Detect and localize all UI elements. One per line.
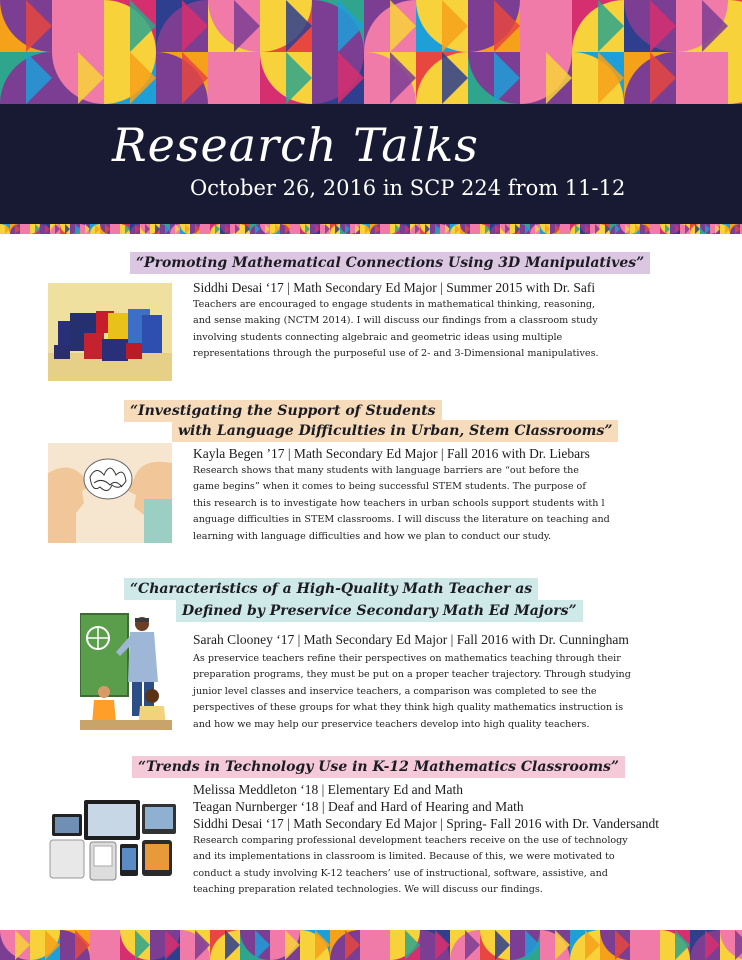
- talk-2-title-line-2: with Language Difficulties in Urban, Stem Classrooms”: [172, 420, 618, 442]
- teacher-classroom-image: [80, 612, 172, 730]
- talk-1-title: “Promoting Mathematical Connections Using 3D Manipulatives”: [130, 252, 650, 274]
- header-pattern: [0, 0, 742, 104]
- description-line: junior level classes and inservice teachers, a comparison was completed to see the: [193, 685, 597, 697]
- description-line: teaching preparation related technologies. We will discuss our findings.: [193, 884, 543, 896]
- talk-4-title: “Trends in Technology Use in K-12 Mathematics Classrooms”: [132, 756, 625, 778]
- description-line: perspectives of these groups for what they think high quality mathematics instruction is: [193, 702, 624, 714]
- technology-devices-image: [48, 796, 180, 882]
- talk-3-title-line-2: Defined by Preservice Secondary Math Ed Majors”: [176, 600, 583, 622]
- description-line: involving students connecting algebraic and geometric ideas using multiple: [193, 331, 563, 343]
- description-line: preparation programs, they must be put on a proper teacher trajectory. Through studying: [193, 669, 631, 681]
- talk-4-speaker-3: Siddhi Desai ‘17 | Math Secondary Ed Major | Spring- Fall 2016 with Dr. Vandersandt: [193, 816, 659, 831]
- talk-4-speaker-1: Melissa Meddleton ‘18 | Elementary Ed and Math: [193, 782, 464, 797]
- talk-3-description: [193, 651, 631, 733]
- description-line: and its implementations in classroom is limited. Because of this, we were motivated to: [193, 851, 615, 863]
- page-title: Research Talks: [112, 118, 479, 172]
- description-line: this research is to investigate how teachers in urban schools support students with l: [193, 497, 605, 509]
- talk-4-description: [193, 833, 628, 899]
- talk-2-speaker: Kayla Begen ’17 | Math Secondary Ed Major | Fall 2016 with Dr. Liebars: [193, 446, 590, 461]
- description-line: conduct a study involving K-12 teachers’ use of instructional, software, assistive, and: [193, 867, 608, 879]
- description-line: Teachers are encouraged to engage students in mathematical thinking, reasoning,: [193, 299, 596, 310]
- event-details: October 26, 2016 in SCP 224 from 11-12: [190, 176, 626, 200]
- description-line: and sense making (NCTM 2014). I will discuss our findings from a classroom study: [193, 315, 598, 327]
- talk-3-title-line-1: “Characteristics of a High-Quality Math Teacher as: [124, 578, 538, 600]
- description-line: As preservice teachers refine their perspectives on mathematics teaching through their: [193, 653, 621, 664]
- language-difficulty-image: [48, 443, 172, 543]
- talk-4-speaker-2: Teagan Nurnberger ‘18 | Deaf and Hard of Hearing and Math: [193, 799, 524, 814]
- talk-3-speaker: Sarah Clooney ‘17 | Math Secondary Ed Major | Fall 2016 with Dr. Cunningham: [193, 632, 629, 647]
- manipulatives-image: [48, 283, 172, 381]
- description-line: and how we may help our preservice teachers develop into high quality teachers.: [193, 718, 590, 730]
- talk-1-description: [193, 297, 599, 363]
- description-line: representations through the purposeful use of 2- and 3-Dimensional manipulatives.: [193, 348, 599, 360]
- description-line: anguage difficulties in STEM classrooms. I will discuss the literature on teaching and: [193, 514, 610, 526]
- talk-2-title-line-1: “Investigating the Support of Students: [124, 400, 442, 422]
- description-line: game begins” when it comes to being successful STEM students. The purpose of: [193, 481, 586, 493]
- description-line: Research comparing professional development teachers receive on the use of technology: [193, 835, 628, 846]
- footer-pattern: [0, 930, 742, 960]
- talk-1-speaker: Siddhi Desai ‘17 | Math Secondary Ed Major | Summer 2015 with Dr. Safi: [193, 280, 596, 295]
- talk-2-description: [193, 463, 610, 545]
- divider-pattern: [0, 224, 742, 234]
- description-line: Research shows that many students with language barriers are “out before the: [193, 465, 579, 476]
- description-line: learning with language difficulties and how we plan to conduct our study.: [193, 530, 552, 542]
